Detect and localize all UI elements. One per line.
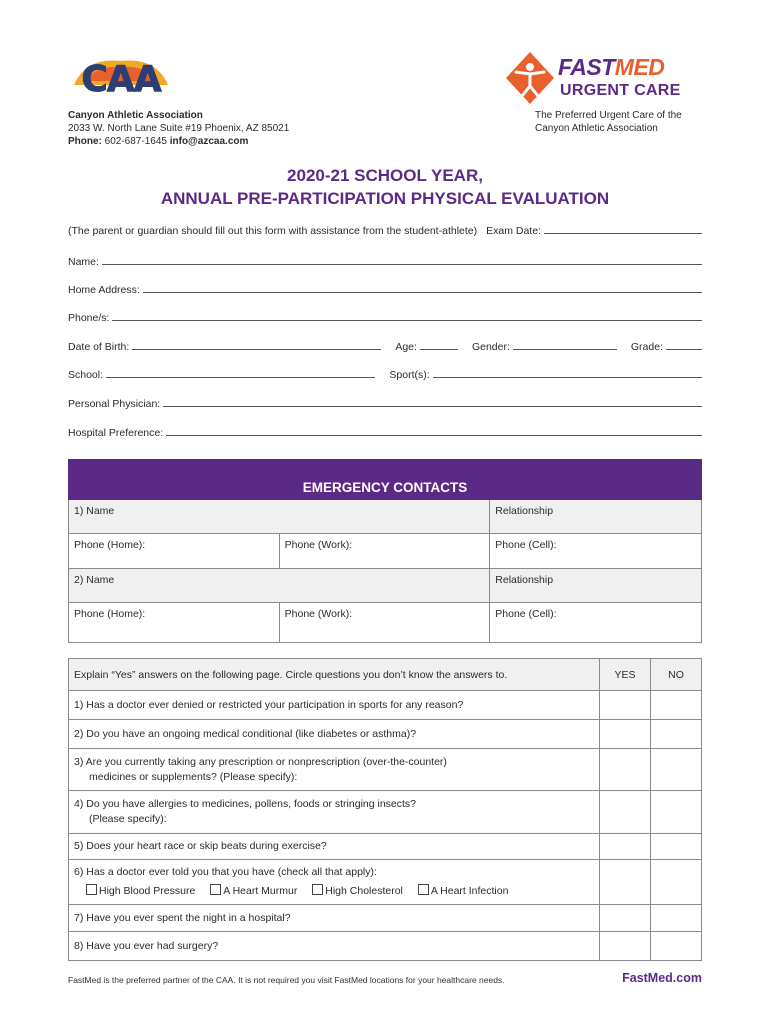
option-heart-murmur: A Heart Murmur xyxy=(223,885,298,897)
footer-site-link[interactable]: FastMed.com xyxy=(622,971,702,985)
fastmed-diamond-icon xyxy=(504,50,556,106)
org-contact xyxy=(68,135,368,148)
dob-field[interactable] xyxy=(132,349,381,350)
question-3 xyxy=(69,749,600,791)
grade-field[interactable] xyxy=(666,349,702,350)
gender-field[interactable] xyxy=(513,349,617,350)
caa-logo-text: CAA xyxy=(81,59,161,100)
q6-yes-cell[interactable] xyxy=(600,860,651,905)
home-address-field[interactable] xyxy=(143,292,702,293)
q8-no-cell[interactable] xyxy=(651,932,702,961)
sports-label: Sport(s): xyxy=(389,369,430,381)
emergency-contacts-heading: EMERGENCY CONTACTS xyxy=(69,460,702,500)
q2-no-cell[interactable] xyxy=(651,720,702,749)
q6-no-cell[interactable] xyxy=(651,860,702,905)
intro-row xyxy=(68,219,702,237)
org-address: 2033 W. North Lane Suite #19 Phoenix, AZ 85021 xyxy=(68,123,290,134)
question-4-line1: 4) Do you have allergies to medicines, pollens, foods or stringing insects? xyxy=(74,798,417,810)
footer-note: FastMed is the preferred partner of the CAA. It is not required you visit FastMed locations for your healthcare needs. xyxy=(68,975,505,985)
checkbox-heart-murmur[interactable] xyxy=(210,884,221,895)
org-name: Canyon Athletic Association xyxy=(68,110,203,121)
contact2-name-field[interactable]: 2) Name xyxy=(69,569,490,603)
org-email: info@azcaa.com xyxy=(169,136,249,147)
fastmed-wordmark xyxy=(558,54,664,81)
grade-label: Grade: xyxy=(630,341,663,353)
q4-yes-cell[interactable] xyxy=(600,791,651,834)
contact2-relationship-field[interactable]: Relationship xyxy=(490,569,702,603)
page-title-line2: ANNUAL PRE-PARTICIPATION PHYSICAL EVALUATION xyxy=(160,189,610,208)
sports-field[interactable] xyxy=(433,377,702,378)
question-5: 5) Does your heart race or skip beats during exercise? xyxy=(69,834,600,860)
emergency-contacts-table xyxy=(68,459,702,643)
physician-field[interactable] xyxy=(163,406,702,407)
exam-date-field[interactable] xyxy=(544,233,702,234)
question-8: 8) Have you ever had surgery? xyxy=(69,932,600,961)
exam-date-label: Exam Date: xyxy=(486,225,541,237)
org-phone: 602-687-1645 xyxy=(104,136,167,147)
contact2-phone-work-field[interactable]: Phone (Work): xyxy=(279,603,490,643)
phones-row xyxy=(68,306,702,324)
q4-no-cell[interactable] xyxy=(651,791,702,834)
question-6 xyxy=(69,860,600,905)
question-6-text: 6) Has a doctor ever told you that you have (check all that apply): xyxy=(74,866,377,878)
question-1: 1) Has a doctor ever denied or restricted your participation in sports for any reason? xyxy=(69,691,600,720)
phone-label: Phone: xyxy=(68,136,102,147)
physician-label: Personal Physician: xyxy=(68,398,161,410)
dob-label: Date of Birth: xyxy=(68,341,130,353)
age-field[interactable] xyxy=(420,349,458,350)
phones-field[interactable] xyxy=(112,320,702,321)
option-heart-infection: A Heart Infection xyxy=(430,885,509,897)
contact1-relationship-field[interactable]: Relationship xyxy=(490,500,702,534)
fastmed-wordmark-med: MED xyxy=(614,54,665,80)
contact1-phone-cell-field[interactable]: Phone (Cell): xyxy=(490,534,702,569)
yes-column-header: YES xyxy=(600,659,651,691)
question-3-line1: 3) Are you currently taking any prescription or nonprescription (over-the-counter) xyxy=(74,755,447,768)
q1-no-cell[interactable] xyxy=(651,691,702,720)
q2-yes-cell[interactable] xyxy=(600,720,651,749)
hospital-row xyxy=(68,421,702,439)
fastmed-urgent-care: URGENT CARE xyxy=(560,82,681,99)
q5-no-cell[interactable] xyxy=(651,834,702,860)
school-row xyxy=(68,363,702,381)
caa-logo xyxy=(66,55,176,101)
contact2-phone-cell-field[interactable]: Phone (Cell): xyxy=(490,603,702,643)
questions-instructions: Explain “Yes” answers on the following page. Circle questions you don’t know the answers to. xyxy=(69,659,600,691)
phones-label: Phone/s: xyxy=(68,312,110,324)
q8-yes-cell[interactable] xyxy=(600,932,651,961)
name-label: Name: xyxy=(68,256,99,268)
contact1-phone-work-field[interactable]: Phone (Work): xyxy=(279,534,490,569)
question-6-options xyxy=(74,884,594,899)
question-2: 2) Do you have an ongoing medical conditional (like diabetes or asthma)? xyxy=(69,720,600,749)
q7-no-cell[interactable] xyxy=(651,905,702,932)
hospital-label: Hospital Preference: xyxy=(68,427,164,439)
dob-row xyxy=(68,335,702,353)
checkbox-high-cholesterol[interactable] xyxy=(312,884,323,895)
checkbox-high-blood-pressure[interactable] xyxy=(86,884,97,895)
option-high-blood-pressure: High Blood Pressure xyxy=(99,885,196,897)
address-row xyxy=(68,278,702,296)
intro-text: (The parent or guardian should fill out this form with assistance from the student-athlete) xyxy=(68,225,478,237)
q5-yes-cell[interactable] xyxy=(600,834,651,860)
hospital-field[interactable] xyxy=(166,435,702,436)
question-4 xyxy=(69,791,600,834)
fastmed-logo xyxy=(504,50,710,106)
checkbox-heart-infection[interactable] xyxy=(418,884,429,895)
fastmed-tagline-1: The Preferred Urgent Care of the xyxy=(535,110,682,121)
name-row xyxy=(68,250,702,268)
fastmed-tagline xyxy=(535,109,705,135)
question-7: 7) Have you ever spent the night in a hospital? xyxy=(69,905,600,932)
caa-address-block xyxy=(68,109,368,148)
no-column-header: NO xyxy=(651,659,702,691)
q7-yes-cell[interactable] xyxy=(600,905,651,932)
contact1-name-field[interactable]: 1) Name xyxy=(69,500,490,534)
question-4-line2: (Please specify): xyxy=(89,813,167,825)
home-address-label: Home Address: xyxy=(68,284,140,296)
physician-row xyxy=(68,392,702,410)
questions-table xyxy=(68,658,702,961)
fastmed-tagline-2: Canyon Athletic Association xyxy=(535,123,658,134)
contact2-phone-home-field[interactable]: Phone (Home): xyxy=(69,603,280,643)
contact1-phone-home-field[interactable]: Phone (Home): xyxy=(69,534,280,569)
age-label: Age: xyxy=(395,341,417,353)
school-field[interactable] xyxy=(106,377,375,378)
fastmed-wordmark-fast: FAST xyxy=(558,54,615,80)
gender-label: Gender: xyxy=(471,341,510,353)
school-label: School: xyxy=(68,369,104,381)
option-high-cholesterol: High Cholesterol xyxy=(325,885,403,897)
question-3-line2: medicines or supplements? (Please specify): xyxy=(89,770,298,783)
q3-no-cell[interactable] xyxy=(651,749,702,791)
page-title-line1: 2020-21 SCHOOL YEAR, xyxy=(287,166,483,185)
q1-yes-cell[interactable] xyxy=(600,691,651,720)
q3-yes-cell[interactable] xyxy=(600,749,651,791)
name-field[interactable] xyxy=(102,264,702,265)
